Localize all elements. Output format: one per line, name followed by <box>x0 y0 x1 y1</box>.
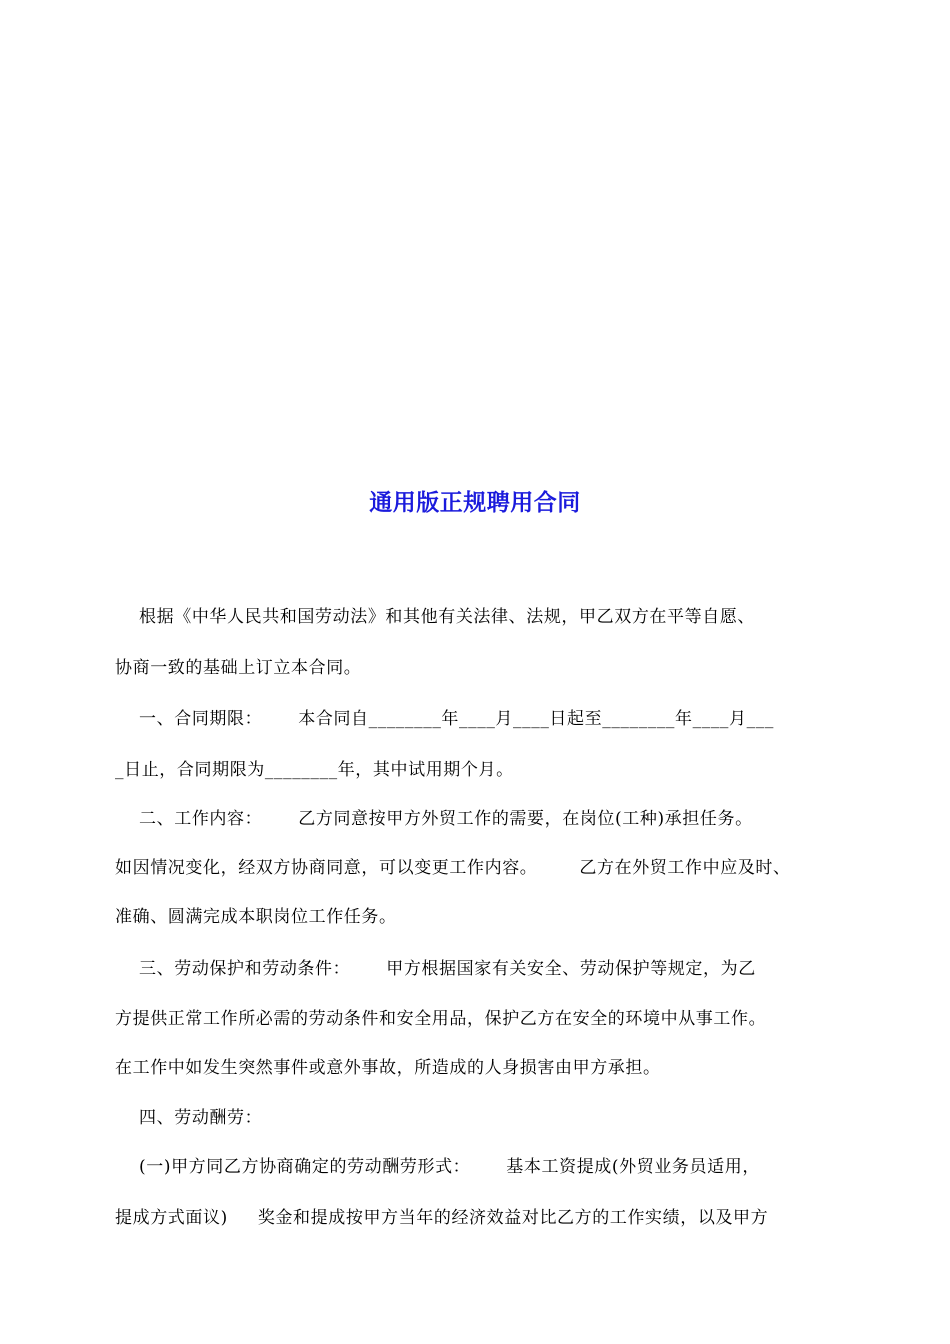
paragraph-line: 一、合同期限： 本合同自________年____月____日起至________年____月___ <box>115 709 774 729</box>
paragraph-line: (一)甲方同乙方协商确定的劳动酬劳形式： 基本工资提成(外贸业务员适用， <box>115 1157 760 1177</box>
paragraph-line: 方提供正常工作所必需的劳动条件和安全用品，保护乙方在安全的环境中从事工作。 <box>115 1009 767 1029</box>
paragraph-line: 四、劳动酬劳： <box>115 1108 263 1128</box>
paragraph-line: 三、劳动保护和劳动条件： 甲方根据国家有关安全、劳动保护等规定，为乙 <box>115 959 756 979</box>
paragraph-line: 准确、圆满完成本职岗位工作任务。 <box>115 907 397 927</box>
document-title: 通用版正规聘用合同 <box>369 489 581 516</box>
paragraph-line: 如因情况变化，经双方协商同意，可以变更工作内容。 乙方在外贸工作中应及时、 <box>115 858 791 878</box>
paragraph-line: 二、工作内容： 乙方同意按甲方外贸工作的需要，在岗位(工种)承担任务。 <box>115 809 753 829</box>
paragraph-line: 提成方式面议) 奖金和提成按甲方当年的经济效益对比乙方的工作实绩，以及甲方 <box>115 1208 769 1228</box>
paragraph-line: 在工作中如发生突然事件或意外事故，所造成的人身损害由甲方承担。 <box>115 1058 661 1078</box>
paragraph-line: 根据《中华人民共和国劳动法》和其他有关法律、法规，甲乙双方在平等自愿、 <box>115 607 756 627</box>
paragraph-line: _日止，合同期限为________年，其中试用期个月。 <box>115 760 514 780</box>
paragraph-line: 协商一致的基础上订立本合同。 <box>115 658 362 678</box>
